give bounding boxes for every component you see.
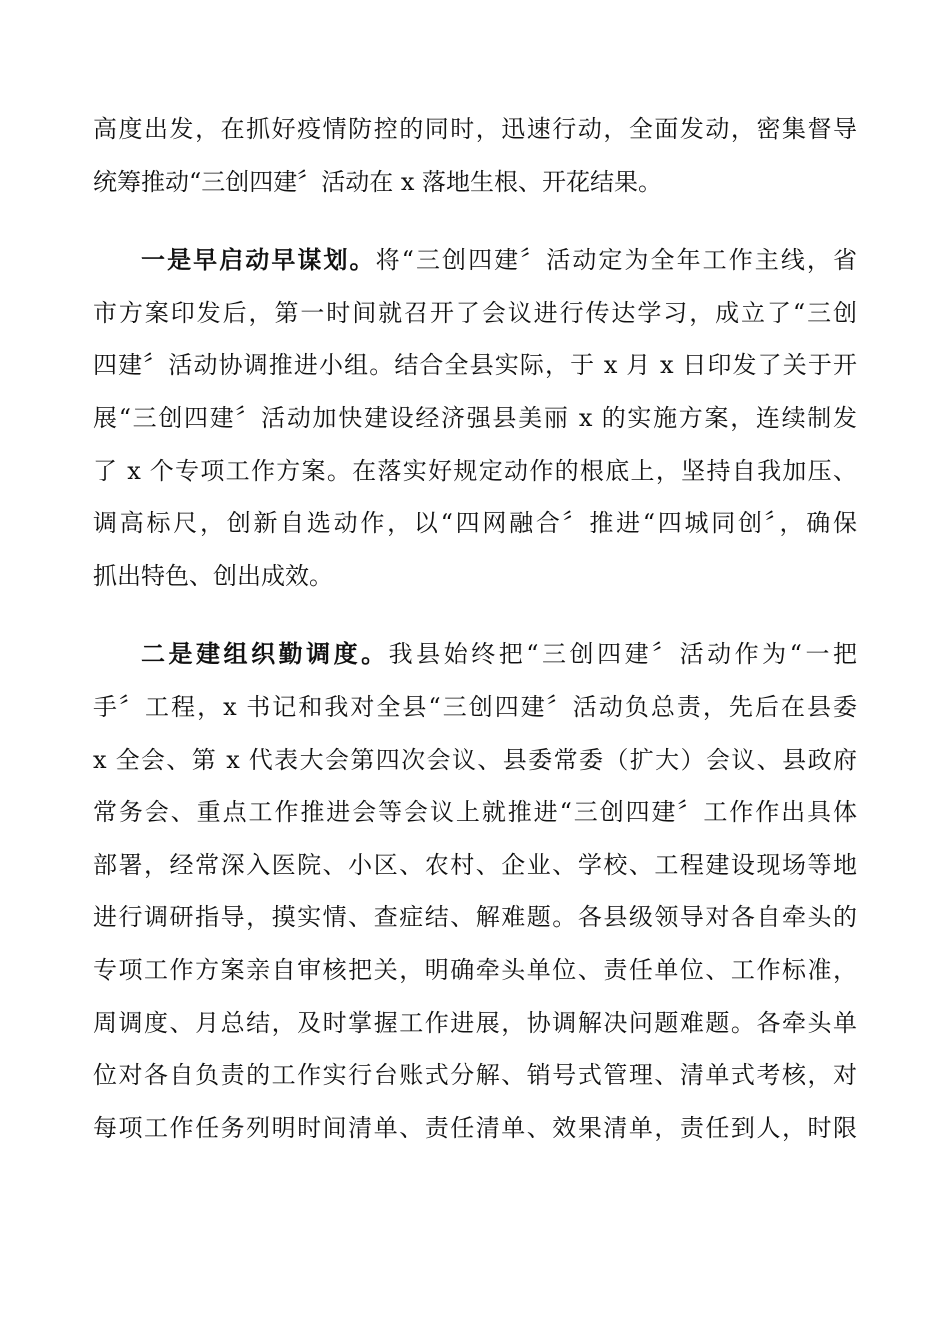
paragraph-3-lead-heading: 二是建组织勤调度。 bbox=[141, 639, 389, 669]
paragraph-2-lead-heading: 一是早启动早谋划。 bbox=[141, 245, 376, 275]
paragraph-2-line-7: 抓出特色、创出成效。 bbox=[93, 561, 333, 590]
paragraph-1-line-1: 高度出发，在抓好疫情防控的同时，迅速行动，全面发动，密集督导 bbox=[93, 115, 857, 143]
paragraph-3-line-1-rest: 我县始终把“三创四建〞活动作为“一把 bbox=[388, 640, 857, 669]
paragraph-2-line-4: 展“三创四建〞活动加快建设经济强县美丽 x 的实施方案，连续制发 bbox=[93, 403, 857, 432]
paragraph-1-line-2: 统筹推动“三创四建〞活动在 x 落地生根、开花结果。 bbox=[93, 167, 663, 196]
paragraph-3-line-5: 部署，经常深入医院、小区、农村、企业、学校、工程建设现场等地 bbox=[93, 850, 857, 879]
paragraph-3-line-6: 进行调研指导，摸实情、查症结、解难题。各县级领导对各自牵头的 bbox=[93, 903, 857, 932]
paragraph-3-line-3: x 全会、第 x 代表大会第四次会议、县委常委（扩大）会议、县政府 bbox=[93, 745, 857, 774]
paragraph-3-line-1 bbox=[93, 628, 857, 681]
paragraph-3-line-7: 专项工作方案亲自审核把关，明确牵头单位、责任单位、工作标准， bbox=[93, 955, 857, 984]
paragraph-2-line-1 bbox=[93, 234, 857, 287]
paragraph-2-line-2: 市方案印发后，第一时间就召开了会议进行传达学习，成立了“三创 bbox=[93, 298, 857, 327]
paragraph-2-line-6: 调高标尺，创新自选动作，以“四网融合〞推进“四城同创〞，确保 bbox=[93, 509, 857, 538]
document-body bbox=[93, 103, 857, 1154]
paragraph-2-line-5: 了 x 个专项工作方案。在落实好规定动作的根底上，坚持自我加压、 bbox=[93, 456, 857, 485]
paragraph-2-line-1-rest: 将“三创四建〞活动定为全年工作主线，省 bbox=[375, 246, 857, 275]
paragraph-gap bbox=[93, 208, 857, 234]
paragraph-3-line-8: 周调度、月总结，及时掌握工作进展，协调解决问题难题。各牵头单 bbox=[93, 1008, 857, 1037]
paragraph-gap bbox=[93, 602, 857, 628]
paragraph-3-line-9: 位对各自负责的工作实行台账式分解、销号式管理、清单式考核，对 bbox=[93, 1061, 857, 1090]
paragraph-3-line-10: 每项工作任务列明时间清单、责任清单、效果清单，责任到人，时限 bbox=[93, 1113, 857, 1142]
paragraph-3-line-4: 常务会、重点工作推进会等会议上就推进“三创四建〞工作作出具体 bbox=[93, 798, 857, 827]
paragraph-3-line-2: 手〞工程，x 书记和我对全县“三创四建〞活动负总责，先后在县委 bbox=[93, 692, 857, 721]
paragraph-2-line-3: 四建〞活动协调推进小组。结合全县实际，于 x 月 x 日印发了关于开 bbox=[93, 351, 857, 380]
